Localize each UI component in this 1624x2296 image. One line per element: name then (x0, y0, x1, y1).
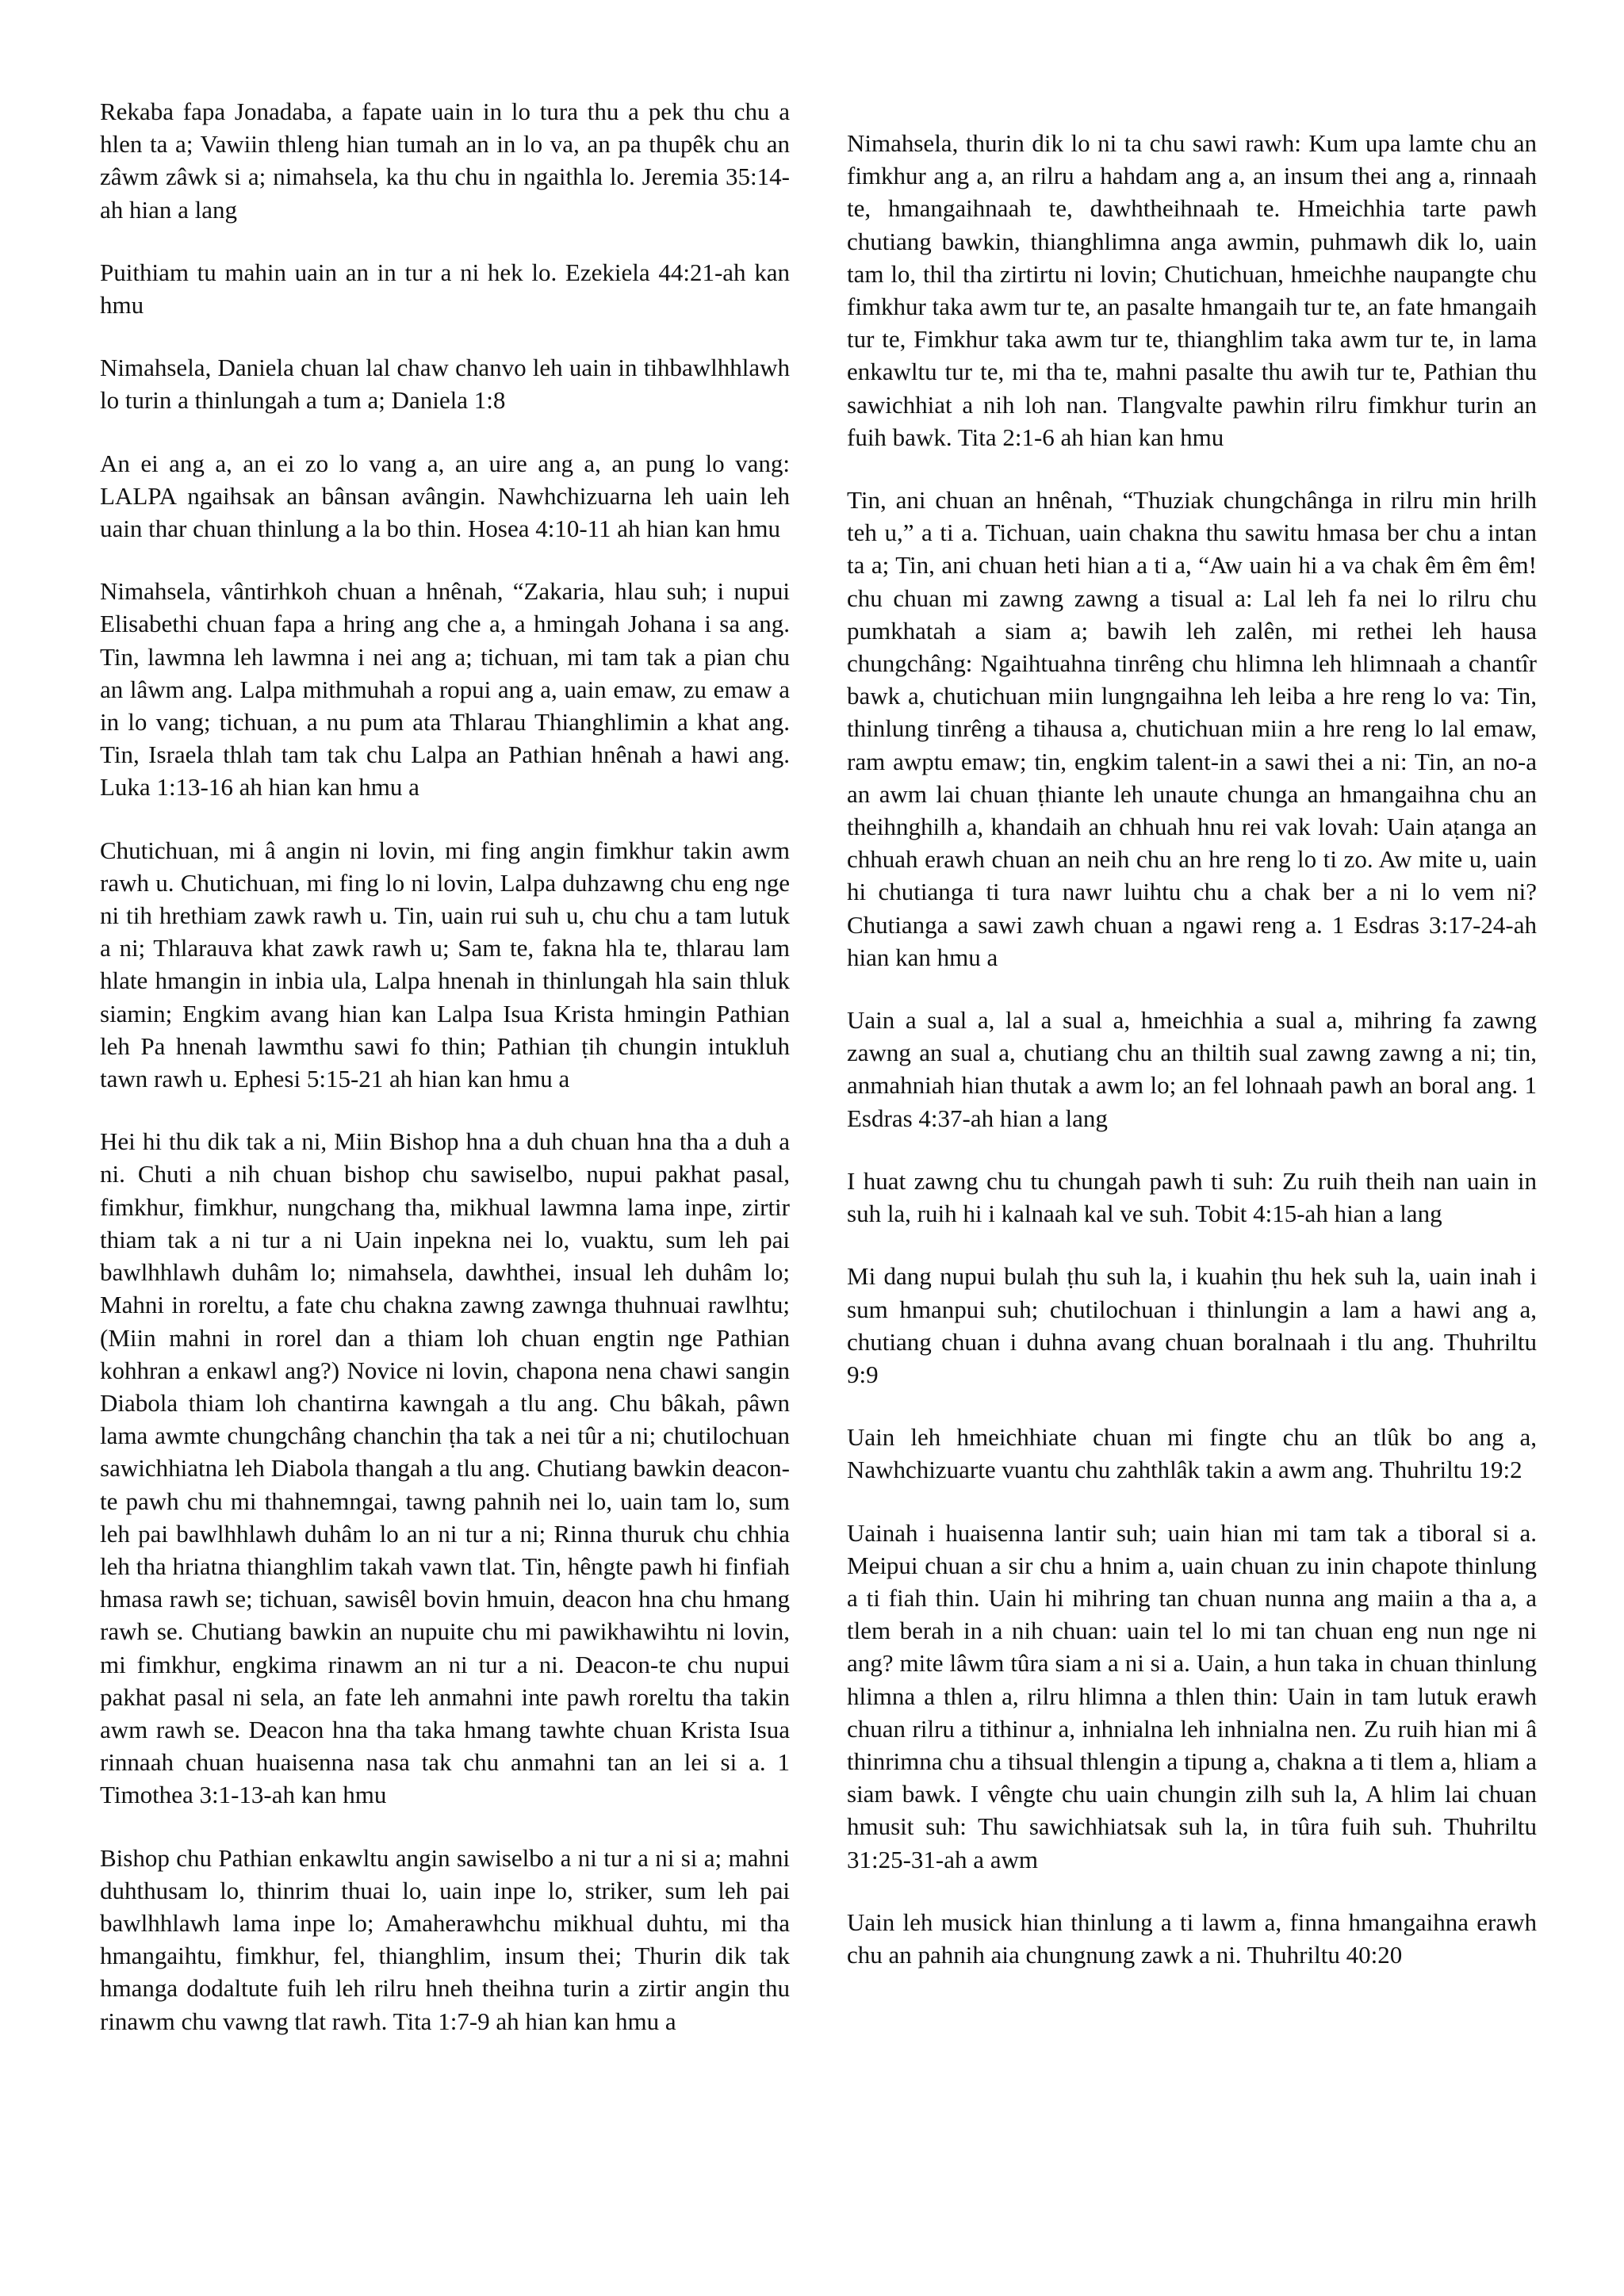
paragraph: Tin, ani chuan an hnênah, “Thuziak chungchânga in rilru min hrilh teh u,” a ti a. Tichuan, uain chakna thu sawitu hmasa ber chu a intan ta a; Tin, ani chuan heti hian a ti a, “Aw uain hi a va chak êm êm êm! chu chuan mi zawng zawng a tisual a: Lal leh fa nei lo rilru chu pumkhatah a siam a; bawih leh zalên, mi rethei leh hausa chungchâng: Ngaihtuahna tinrêng chu hlimna leh hlimnaah a chantîr bawk a, chutichuan miin lungngaihna leh leiba a hre reng lo va: Tin, thinlung tinrêng a tihausa a, chutichuan miin a hre reng lo lal emaw, ram awptu emaw; tin, engkim talent-in a sawi thei a ni: Tin, an no-a an awm lai chuan ṭhiante leh unaute chunga an hmangaihna chu an theihnghilh a, khandaih an chhuah hnu rei vak lovah: Uain aṭanga an chhuah erawh chuan an neih chu an hre reng lo ti zo. Aw mite u, uain hi chutianga ti tura nawr luihtu chu a chak ber a ni lo vem ni? Chutianga a sawi zawh chuan a ngawi reng a. 1 Esdras 3:17-24-ah hian kan hmu a (847, 486, 1537, 971)
paragraph: Uain a sual a, lal a sual a, hmeichhia a sual a, mihring fa zawng zawng an sual a, chutiang chu an thiltih sual zawng zawng a ni; tin, anmahniah hian thutak a awm lo; an fel lohnaah pawh an boral ang. 1 Esdras 4:37-ah hian a lang (847, 1006, 1537, 1132)
left-column (100, 95, 790, 2068)
paragraph: Uainah i huaisenna lantir suh; uain hian mi tam tak a tiboral si a. Meipui chuan a sir chu a hnim a, uain chuan zu inin chapote thinlung a ti fiah thin. Uain hi mihring tan chuan nunna ang maiin a tha a, a tlem berah in a nih chuan: uain tel lo mi tan chuan eng nun nge ni ang? mite lâwm tûra siam a ni si a. Uain, a hun taka in chuan thinlung hlimna a thlen a, rilru hlimna a thlen thin: Uain in tam lutuk erawh chuan rilru a tithinur a, inhnialna leh inhnialna nen. Zu ruih hian mi â thinrimna chu a tihsual thlengin a tipung a, chakna a ti tlem a, hliam a siam bawk. I vêngte chu uain chungin zilh suh la, A hlim lai chuan hmusit suh: Thu sawichhiatsak suh la, in tûra fuih suh. Thuhriltu 31:25-31-ah a awm (847, 1518, 1537, 1873)
paragraph: Hei hi thu dik tak a ni, Miin Bishop hna a duh chuan hna tha a duh a ni. Chuti a nih chuan bishop chu sawiselbo, nupui pakhat pasal, fimkhur, fimkhur, nungchang tha, mikhual lawmna lama inpe, zirtir thiam tak a ni tur a ni Uain inpekna nei lo, vuaktu, sum leh pai bawlhhlawh duhâm lo; nimahsela, dawhthei, insual leh duhâm lo; Mahni in roreltu, a fate chu chakna zawng zawnga thuhnuai rawlhtu; (Miin mahni in rorel dan a thiam loh chuan engtin nge Pathian kohhran a enkawl ang?) Novice ni lovin, chapona nena chawi sangin Diabola thiam loh chantirna kawngah a tlu ang. Chu bâkah, pâwn lama awmte chungchâng chanchin ṭha tak a nei tûr a ni; chutilochuan sawichhiatna leh Diabola thangah a tlu ang. Chutiang bawkin deacon-te pawh chu mi thahnemngai, tawng pahnih nei lo, uain tam lo, sum leh pai bawlhhlawh duhâm lo an ni tur a ni; Rinna thuruk chu chhia leh tha hriatna thianghlim takah vawn tlat. Tin, hêngte pawh hi finfiah hmasa rawh se; tichuan, sawisêl bovin hmuin, deacon hna chu hmang rawh se. Chutiang bawkin an nupuite chu mi pawikhawihtu ni lovin, mi fimkhur, engkima rinawm an ni tur a ni. Deacon-te chu nupui pakhat pasal ni sela, an fate leh anmahni inte pawh roreltu tha takin awm rawh se. Deacon hna tha taka hmang tawhte chuan Krista Isua rinnaah chuan huaisenna nasa tak chu anmahni tan an lei si a. 1 Timothea 3:1-13-ah kan hmu (100, 1127, 790, 1809)
right-column (847, 127, 1537, 2001)
paragraph: Nimahsela, thurin dik lo ni ta chu sawi rawh: Kum upa lamte chu an fimkhur ang a, an rilru a hahdam ang a, an insum thei ang a, rinnaah te, hmangaihnaah te, dawhtheihnaah te. Hmeichhia tarte pawh chutiang bawkin, thianghlimna anga awmin, puhmawh dik lo, uain tam lo, thil tha zirtirtu ni lovin; Chutichuan, hmeichhe naupangte chu fimkhur taka awm tur te, an pasalte hmangaih tur te, an fate hmangaih tur te, Fimkhur taka awm tur te, thianghlim taka awm tur te, in lama enkawltu tur te, mi tha te, mahni pasalte thu awih tur te, Pathian thu sawichhiat a nih loh nan. Tlangvalte pawhin rilru fimkhur turin an fuih bawk. Tita 2:1-6 ah hian kan hmu (847, 129, 1537, 451)
paragraph: An ei ang a, an ei zo lo vang a, an uire ang a, an pung lo vang: LALPA ngaihsak an bânsan avângin. Nawhchizuarna leh uain leh uain thar chuan thinlung a la bo thin. Hosea 4:10-11 ah hian kan hmu (100, 449, 790, 543)
paragraph: Nimahsela, Daniela chuan lal chaw chanvo leh uain in tihbawlhhlawh lo turin a thinlungah a tum a; Daniela 1:8 (100, 354, 790, 415)
paragraph: Chutichuan, mi â angin ni lovin, mi fing angin fimkhur takin awm rawh u. Chutichuan, mi fing lo ni lovin, Lalpa duhzawng chu eng nge ni tih hrethiam zawk rawh u. Tin, uain rui suh u, chu chu a tam lutuk a ni; Thlarauva khat zawk rawh u; Sam te, fakna hla te, thlarau lam hlate hmangin in inbia ula, Lalpa hnenah in thinlungah hla sain thluk siamin; Engkim avang hian kan Lalpa Isua Krista hmingin Pathian leh Pa hnenah lawmthu sawi fo thin; Pathian ṭih chungin intukluh tawn rawh u. Ephesi 5:15-21 ah hian kan hmu a (100, 836, 790, 1093)
paragraph: Uain leh musick hian thinlung a ti lawm a, finna hmangaihna erawh chu an pahnih aia chungnung zawk a ni. Thuhriltu 40:20 (847, 1908, 1537, 1969)
paragraph: Rekaba fapa Jonadaba, a fapate uain in lo tura thu a pek thu chu a hlen ta a; Vawiin thleng hian tumah an in lo va, an pa thupêk chu an zâwm zâwk si a; nimahsela, ka thu chu in ngaithla lo. Jeremia 35:14-ah hian a lang (100, 98, 790, 224)
paragraph: Nimahsela, vântirhkoh chuan a hnênah, “Zakaria, hlau suh; i nupui Elisabethi chuan fapa a hring ang che a, a hmingah Johana i sa ang. Tin, lawmna leh lawmna i nei ang a; tichuan, mi tam tak a pian chu an lâwm ang. Lalpa mithmuhah a ropui ang a, uain emaw, zu emaw a in lo vang; tichuan, a nu pum ata Thlarau Thianghlimin a khat ang. Tin, Israela thlah tam tak chu Lalpa an Pathian hnênah a hawi ang. Luka 1:13-16 ah hian kan hmu a (100, 577, 790, 802)
paragraph: I huat zawng chu tu chungah pawh ti suh: Zu ruih theih nan uain in suh la, ruih hi i kalnaah kal ve suh. Tobit 4:15-ah hian a lang (847, 1166, 1537, 1228)
paragraph: Puithiam tu mahin uain an in tur a ni hek lo. Ezekiela 44:21-ah kan hmu (100, 258, 790, 320)
paragraph: Uain leh hmeichhiate chuan mi fingte chu an tlûk bo ang a, Nawhchizuarte vuantu chu zahthlâk takin a awm ang. Thuhriltu 19:2 (847, 1423, 1537, 1484)
paragraph: Bishop chu Pathian enkawltu angin sawiselbo a ni tur a ni si a; mahni duhthusam lo, thinrim thuai lo, uain inpe lo, striker, sum leh pai bawlhhlawh lama inpe lo; Amaherawhchu mikhual duhtu, mi tha hmangaihtu, fimkhur, fel, thianghlim, insum thei; Thurin dik tak hmanga dodaltute fuih leh rilru hneh theihna turin a zirtir angin thu rinawm chu vawng tlat rawh. Tita 1:7-9 ah hian kan hmu a (100, 1843, 790, 2035)
paragraph: Mi dang nupui bulah ṭhu suh la, i kuahin ṭhu hek suh la, uain inah i sum hmanpui suh; chutilochuan i thinlungin a lam a hawi ang a, chutiang chuan i duhna avang chuan boralnaah i tlu ang. Thuhriltu 9:9 (847, 1262, 1537, 1388)
